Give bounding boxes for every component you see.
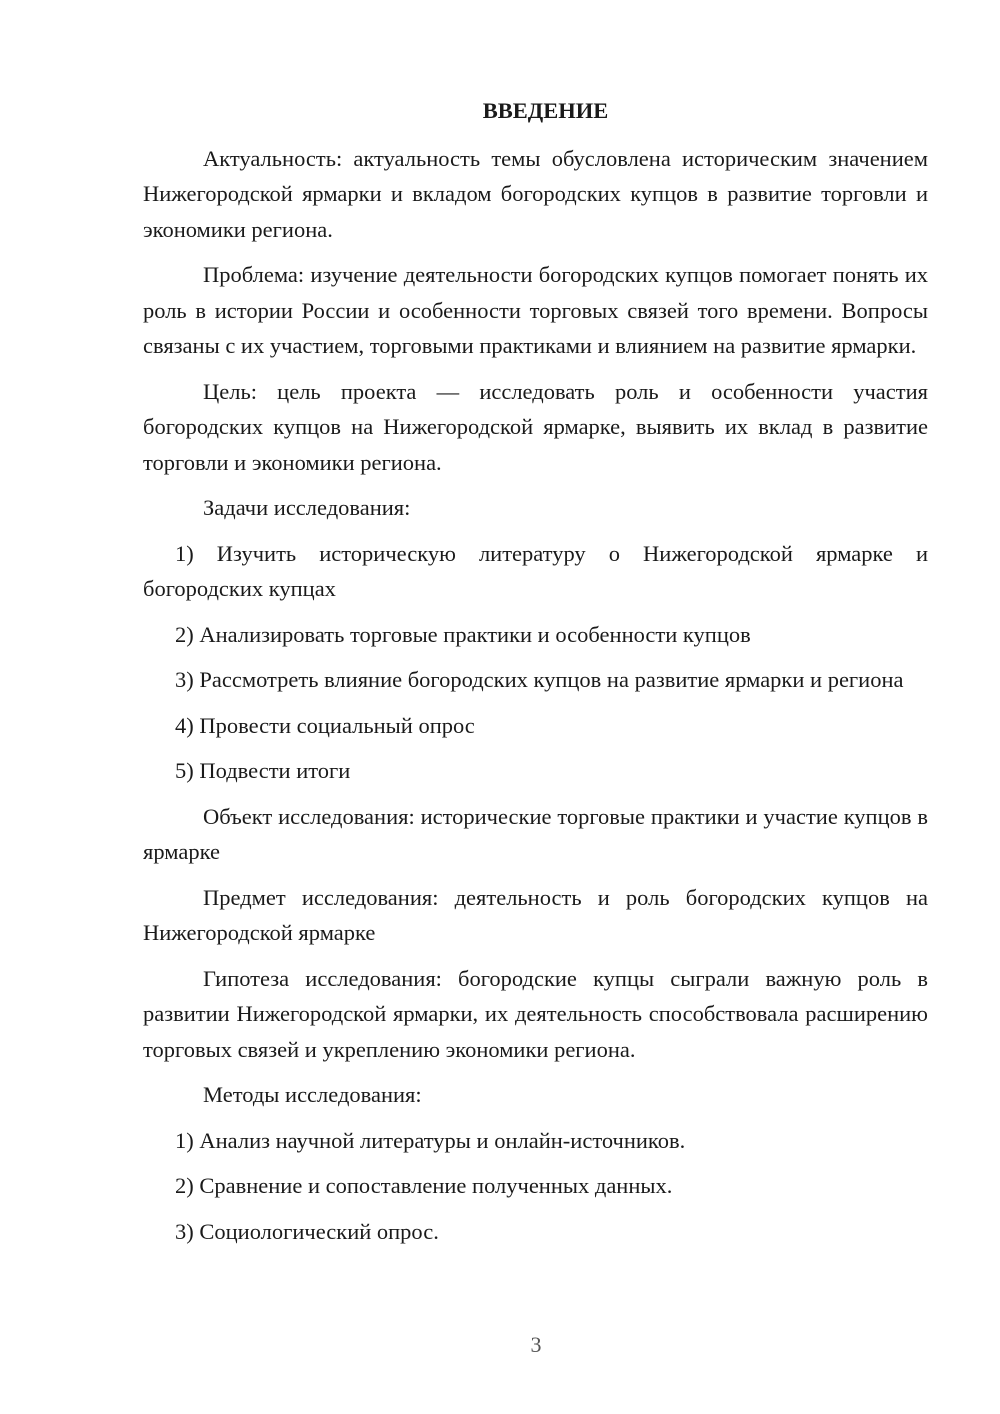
task-item: 5) Подвести итоги: [175, 758, 351, 783]
task-item: 4) Провести социальный опрос: [175, 712, 475, 738]
subject-paragraph: Предмет исследования: деятельность и роль богородских купцов на Нижегородской ярмарке: [143, 884, 928, 945]
methods-title: Методы исследования:: [203, 1082, 422, 1107]
method-item: 2) Сравнение и сопоставление полученных данных.: [175, 1173, 673, 1198]
problem-paragraph: Проблема: изучение деятельности богородских купцов помогает понять их роль в истории России и особенности торговых связей того времени. Вопросы связаны с их участием, торговыми практиками и влиянием на развитие ярмарки.: [143, 262, 928, 358]
task-item: 2) Анализировать торговые практики и особенности купцов: [175, 621, 751, 647]
tasks-title: Задачи исследования:: [203, 495, 411, 520]
method-item: 3) Социологический опрос.: [175, 1218, 439, 1244]
goal-paragraph: Цель: цель проекта — исследовать роль и особенности участия богородских купцов на Нижегородской ярмарке, выявить их вклад в развитие торговли и экономики региона.: [143, 378, 928, 475]
task-item: 1) Изучить историческую литературу о Нижегородской ярмарке и богородских купцах: [143, 540, 928, 601]
page-number: 3: [530, 1332, 542, 1357]
method-item: 1) Анализ научной литературы и онлайн-источников.: [175, 1127, 686, 1153]
hypothesis-paragraph: Гипотеза исследования: богородские купцы сыграли важную роль в развитии Нижегородской ярмарки, их деятельность способствовала расширению торговых связей и укреплению экономики региона.: [143, 965, 928, 1062]
object-paragraph: Объект исследования: исторические торговые практики и участие купцов в ярмарке: [143, 803, 928, 864]
relevance-paragraph: Актуальность: актуальность темы обусловлена историческим значением Нижегородской ярмарки и вкладом богородских купцов в развитие торговли и экономики региона.: [143, 145, 928, 242]
page-content: [143, 93, 928, 1259]
task-item: 3) Рассмотреть влияние богородских купцов на развитие ярмарки и региона: [175, 667, 904, 692]
section-heading: ВВЕДЕНИЕ: [482, 98, 609, 123]
